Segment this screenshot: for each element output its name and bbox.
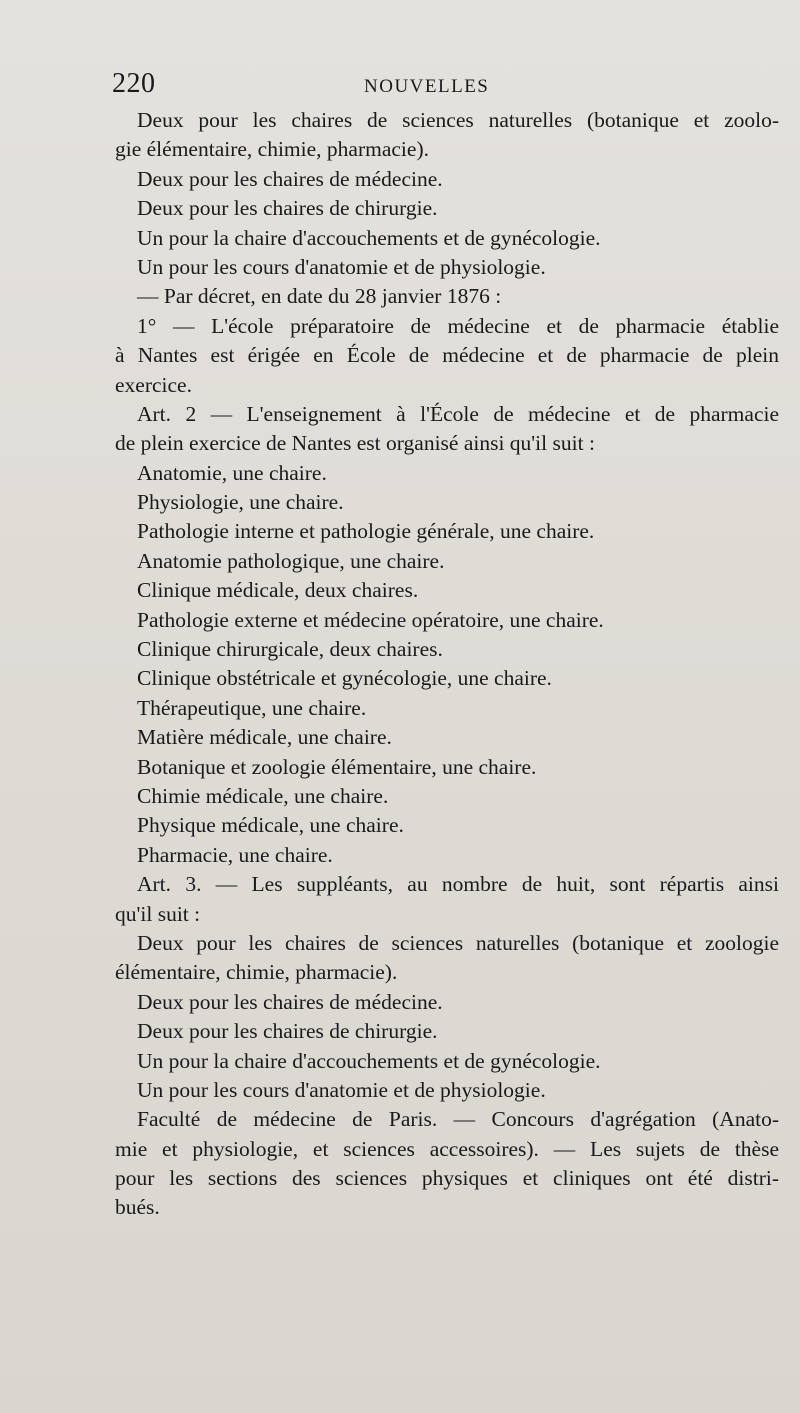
- text-line: Thérapeutique, une chaire.: [137, 695, 367, 720]
- text-line: Un pour la chaire d'accouchements et de gynécologie.: [137, 1048, 601, 1073]
- body-text: [115, 106, 779, 1223]
- text-line: élémentaire, chimie, pharmacie).: [115, 960, 398, 985]
- text-line: Physiologie, une chaire.: [137, 490, 344, 515]
- text-line: Pathologie interne et pathologie générale, une chaire.: [137, 519, 595, 544]
- text-line: Physique médicale, une chaire.: [137, 813, 404, 838]
- text-line: Deux pour les chaires de chirurgie.: [137, 196, 438, 221]
- page-number: 220: [112, 68, 156, 99]
- text-line: Art. 2 — L'enseignement à l'École de médecine et de pharmacie: [137, 401, 779, 426]
- text-line: Botanique et zoologie élémentaire, une chaire.: [137, 754, 537, 779]
- text-line: mie et physiologie, et sciences accessoires). — Les sujets de thèse: [115, 1136, 779, 1161]
- text-line: Un pour la chaire d'accouchements et de gynécologie.: [137, 225, 601, 250]
- text-line: Pathologie externe et médecine opératoire, une chaire.: [137, 607, 604, 632]
- text-line: bués.: [115, 1195, 160, 1220]
- text-line: Art. 3. — Les suppléants, au nombre de huit, sont répartis ainsi: [137, 872, 779, 897]
- text-line: Clinique obstétricale et gynécologie, une chaire.: [137, 666, 552, 691]
- text-line: Clinique chirurgicale, deux chaires.: [137, 637, 443, 662]
- text-line: Deux pour les chaires de sciences naturelles (botanique et zoologie: [137, 930, 779, 955]
- text-line: de plein exercice de Nantes est organisé ainsi qu'il suit :: [115, 431, 595, 456]
- text-line: Chimie médicale, une chaire.: [137, 783, 389, 808]
- text-line: Un pour les cours d'anatomie et de physiologie.: [137, 1077, 546, 1102]
- text-line: à Nantes est érigée en École de médecine et de pharmacie de plein: [115, 343, 779, 368]
- text-line: Deux pour les chaires de médecine.: [137, 166, 443, 191]
- page-header: [112, 66, 772, 102]
- text-line: Faculté de médecine de Paris. — Concours d'agrégation (Anato-: [137, 1107, 779, 1132]
- text-line: — Par décret, en date du 28 janvier 1876 :: [137, 284, 502, 309]
- text-line: Pharmacie, une chaire.: [137, 842, 333, 867]
- text-line: gie élémentaire, chimie, pharmacie).: [115, 137, 429, 162]
- text-line: exercice.: [115, 372, 192, 397]
- text-line: Deux pour les chaires de chirurgie.: [137, 1019, 438, 1044]
- text-line: pour les sections des sciences physiques et cliniques ont été distri-: [115, 1166, 779, 1191]
- running-title: NOUVELLES: [364, 76, 490, 97]
- text-line: 1° — L'école préparatoire de médecine et de pharmacie établie: [137, 313, 779, 338]
- text-line: Matière médicale, une chaire.: [137, 725, 392, 750]
- text-line: Clinique médicale, deux chaires.: [137, 578, 419, 603]
- text-line: qu'il suit :: [115, 901, 201, 926]
- text-line: Deux pour les chaires de médecine.: [137, 989, 443, 1014]
- text-line: Anatomie, une chaire.: [137, 460, 327, 485]
- text-line: Anatomie pathologique, une chaire.: [137, 548, 445, 573]
- text-line: Deux pour les chaires de sciences naturelles (botanique et zoolo-: [137, 108, 779, 132]
- text-line: Un pour les cours d'anatomie et de physiologie.: [137, 254, 546, 279]
